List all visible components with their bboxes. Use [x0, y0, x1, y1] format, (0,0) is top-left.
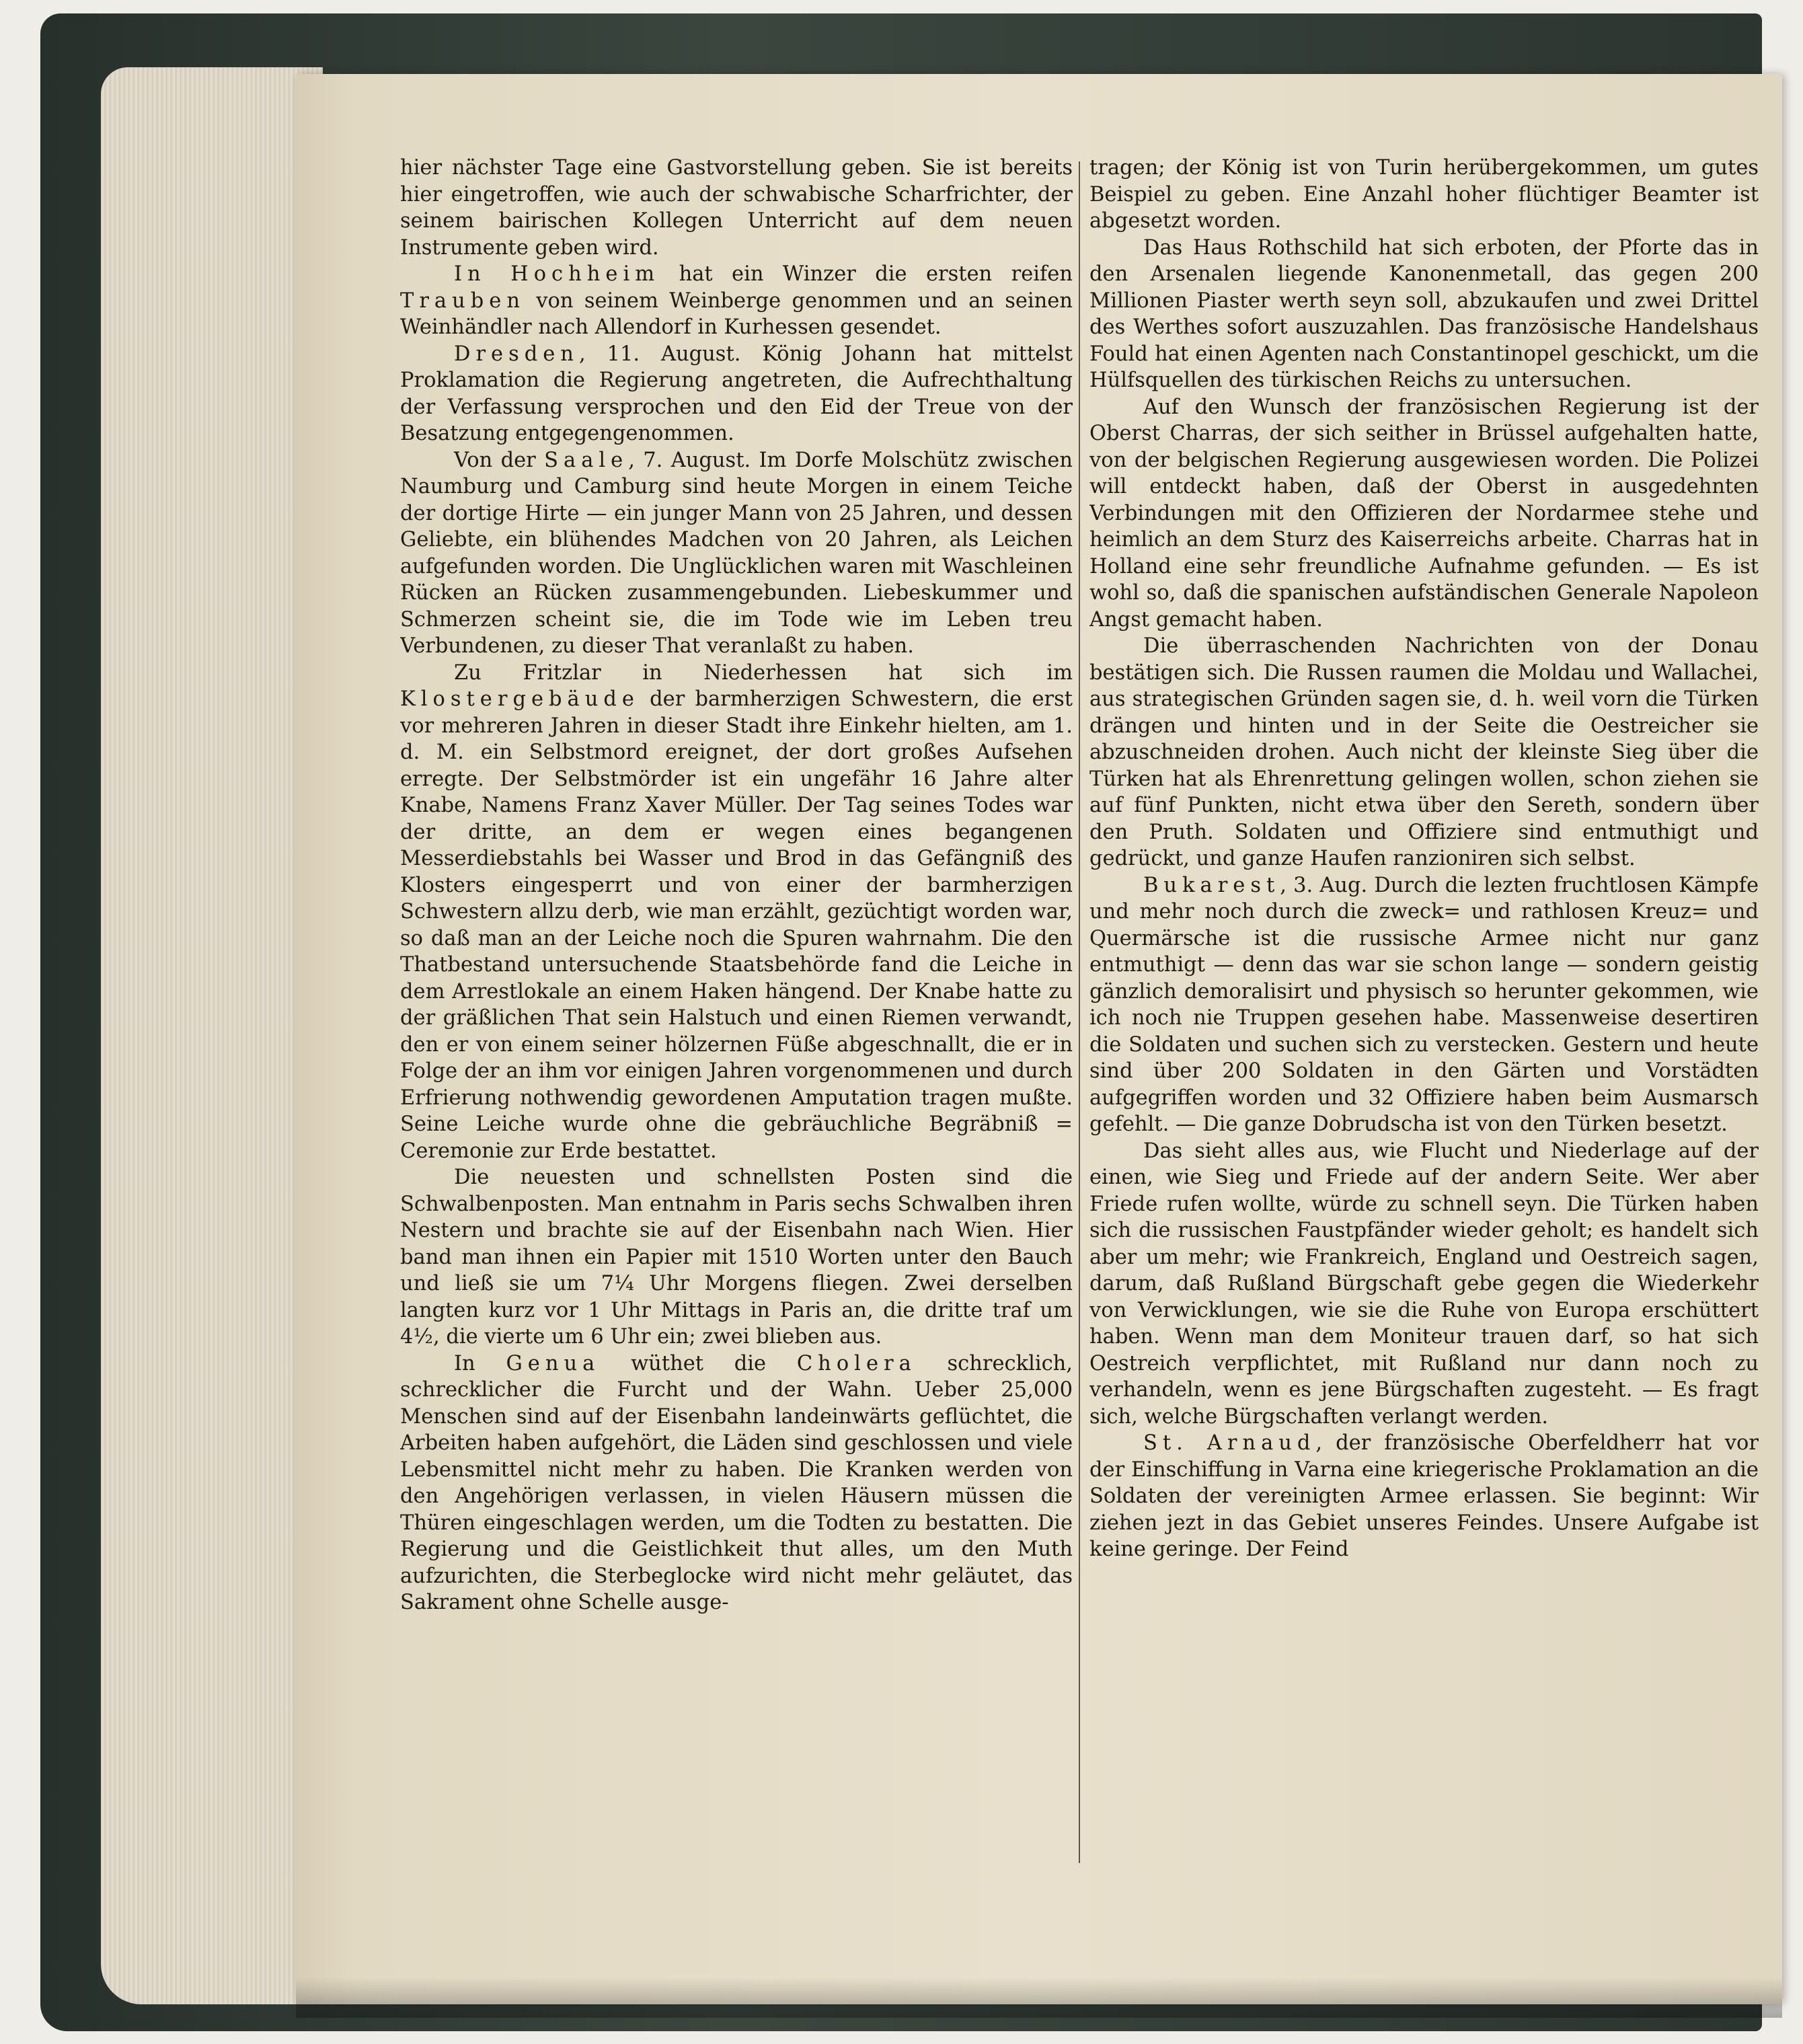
paragraph: In Genua wüthet die Cholera schrecklich, schrecklicher die Furcht und der Wahn. Ueber 25,000 Menschen sind auf der Eisenbahn landeinwärts geflüchtet, die Arbeiten haben aufgehört, die Läden sind geschlossen und viele Lebensmittel nicht mehr zu haben. Die Kranken werden von den Angehörigen verlassen, in vielen Häusern müssen die Thüren eingeschlagen werden, um die Todten zu bestatten. Die Regierung und die Geistlichkeit thut alles, um den Muth aufzurichten, die Sterbeglocke wird nicht mehr geläutet, das Sakrament ohne Schelle ausge-: [400, 1351, 1073, 1614]
paragraph: Von der Saale, 7. August. Im Dorfe Molschütz zwischen Naumburg und Camburg sind heute Morgen in einem Teiche der dortige Hirte — ein junger Mann von 25 Jahren, und dessen Geliebte, ein blühendes Madchen von 20 Jahren, als Leichen aufgefunden worden. Die Unglücklichen waren mit Waschleinen Rücken an Rücken zusammengebunden. Liebeskummer und Schmerzen scheint sie, die im Tode wie im Leben treu Verbundenen, zu dieser That veranlaßt zu haben.: [400, 448, 1073, 658]
place-name: Genua: [506, 1351, 601, 1375]
page-bottom-shadow: [296, 1977, 1782, 2018]
right-text-column: [1089, 155, 1759, 1877]
paragraph: Das Haus Rothschild hat sich erboten, der Pforte das in den Arsenalen liegende Kanonenmetall, das gegen 200 Millionen Piaster werth seyn soll, abzukaufen und zwei Drittel des Werthes sofort auszuzahlen. Das französische Handelshaus Fould hat einen Agenten nach Constantinopel geschickt, um die Hülfsquellen des türkischen Reichs zu untersuchen.: [1089, 235, 1759, 392]
paragraph: Bukarest, 3. Aug. Durch die lezten fruchtlosen Kämpfe und mehr noch durch die zweck= und rathlosen Kreuz= und Quermärsche ist die russische Armee nicht nur ganz entmuthigt — denn das war sie schon lange — sondern geistig gänzlich demoralisirt und physisch so herunter gekommen, wie ich noch nie Truppen gesehen habe. Massenweise desertiren die Soldaten und suchen sich zu verstecken. Gestern und heute sind über 200 Soldaten in den Gärten und Vorstädten aufgegriffen worden und 32 Offiziere haben beim Ausmarsch gefehlt. — Die ganze Dobrudscha ist von den Türken besetzt.: [1089, 873, 1759, 1136]
place-name: Dresden: [454, 342, 579, 366]
paragraph: hier nächster Tage eine Gastvorstellung geben. Sie ist bereits hier eingetroffen, wie auch der schwabische Scharfrichter, der seinem bairischen Kollegen Unterricht auf dem neuen Instrumente geben wird.: [400, 156, 1073, 260]
paragraph: tragen; der König ist von Turin herübergekommen, um gutes Beispiel zu geben. Eine Anzahl hoher flüchtiger Beamter ist abgesetzt worden.: [1089, 156, 1759, 233]
paragraph: St. Arnaud, der französische Oberfeldherr hat vor der Einschiffung in Varna eine kriegerische Proklamation an die Soldaten der vereinigten Armee erlassen. Sie beginnt: Wir ziehen jezt in das Gebiet unseres Feindes. Unsere Aufgabe ist keine geringe. Der Feind: [1089, 1431, 1759, 1561]
left-text-column: [400, 155, 1073, 1877]
place-name: In Hochheim: [454, 262, 660, 286]
paragraph: Das sieht alles aus, wie Flucht und Niederlage auf der einen, wie Sieg und Friede auf der andern Seite. Wer aber Friede rufen wollte, würde zu schnell seyn. Die Türken haben sich die russischen Faustpfänder wieder geholt; es handelt sich aber um mehr; wie Frankreich, England und Oestreich sagen, darum, daß Rußland Bürgschaft gebe gegen die Wiederkehr von Verwicklungen, wie sie die Ruhe von Europa erschüttert haben. Wenn man dem Moniteur trauen darf, so hat sich Oestreich verpflichtet, mit Rußland nur dann noch zu verhandeln, wenn es jene Bürgschaften zugesteht. — Es fragt sich, welche Bürgschaften verlangt werden.: [1089, 1139, 1759, 1429]
place-name: Saale: [544, 448, 629, 472]
paragraph: Dresden, 11. August. König Johann hat mittelst Proklamation die Regierung angetreten, die Aufrechthaltung der Verfassung versprochen und den Eid der Treue von der Besatzung entgegengenommen.: [400, 342, 1073, 445]
spaced-word: Cholera: [796, 1351, 917, 1375]
column-divider: [1079, 161, 1080, 1863]
paragraph: Zu Fritzlar in Niederhessen hat sich im Klostergebäude der barmherzigen Schwestern, die erst vor mehreren Jahren in dieser Stadt ihre Einkehr hielten, am 1. d. M. ein Selbstmord ereignet, der dort großes Aufsehen erregte. Der Selbstmörder ist ein ungefähr 16 Jahre alter Knabe, Namens Franz Xaver Müller. Der Tag seines Todes war der dritte, an dem er wegen eines begangenen Messerdiebstahls bei Wasser und Brod in das Gefängniß des Klosters eingesperrt und von einer der barmherzigen Schwestern allzu derb, wie man erzählt, gezüchtigt worden war, so daß man an der Leiche noch die Spuren wahrnahm. Die den Thatbestand untersuchende Staatsbehörde fand die Leiche in dem Arrestlokale an einem Haken hängend. Der Knabe hatte zu der gräßlichen That sein Halstuch und einen Riemen verwandt, den er von einem seiner hölzernen Füße abgeschnallt, die er in Folge der an ihm vor einigen Jahren vorgenommenen und durch Erfrierung nothwendig gewordenen Amputation tragen mußte. Seine Leiche wurde ohne die gebräuchliche Begräbniß = Ceremonie zur Erde bestattet.: [400, 660, 1073, 1163]
page-edges: [101, 67, 323, 2004]
paragraph: Auf den Wunsch der französischen Regierung ist der Oberst Charras, der sich seither in Brüssel aufgehalten hatte, von der belgischen Regierung ausgewiesen worden. Die Polizei will entdeckt haben, daß der Oberst in ausgedehnten Verbindungen mit den Offizieren der Nordarmee stehe und heimlich an dem Sturz des Kaiserreichs arbeite. Charras hat in Holland eine sehr freundliche Aufnahme gefunden. — Es ist wohl so, daß die spanischen aufständischen Generale Napoleon Angst gemacht haben.: [1089, 395, 1759, 632]
paragraph: Die neuesten und schnellsten Posten sind die Schwalbenposten. Man entnahm in Paris sechs Schwalben ihren Nestern und brachte sie auf der Eisenbahn nach Wien. Hier band man ihnen ein Papier mit 1510 Worten unter den Bauch und ließ sie um 7¼ Uhr Morgens fliegen. Zwei derselben langten kurz vor 1 Uhr Mittags in Paris an, die dritte traf um 4½, die vierte um 6 Uhr ein; zwei blieben aus.: [400, 1166, 1073, 1349]
place-name: Bukarest: [1143, 873, 1280, 897]
person-name: St. Arnaud: [1143, 1431, 1316, 1455]
spaced-word: Trauben: [400, 289, 525, 313]
paragraph: Die überraschenden Nachrichten von der Donau bestätigen sich. Die Russen raumen die Moldau und Wallachei, aus strategischen Gründen sagen sie, d. h. weil vorn die Türken drängen und hinten und in der Seite die Oestreicher sie abzuschneiden drohen. Auch nicht der kleinste Sieg über die Türken hat als Ehrenrettung gelingen wollen, schon ziehen sie auf fünf Punkten, nicht etwa über den Sereth, sondern über den Pruth. Soldaten und Offiziere sind entmuthigt und gedrückt, und ganze Haufen ranzioniren sich selbst.: [1089, 634, 1759, 870]
spaced-word: Klostergebäude: [400, 687, 640, 711]
paragraph: In Hochheim hat ein Winzer die ersten reifen Trauben von seinem Weinberge genommen und an seinen Weinhändler nach Allendorf in Kurhessen gesendet.: [400, 262, 1073, 339]
